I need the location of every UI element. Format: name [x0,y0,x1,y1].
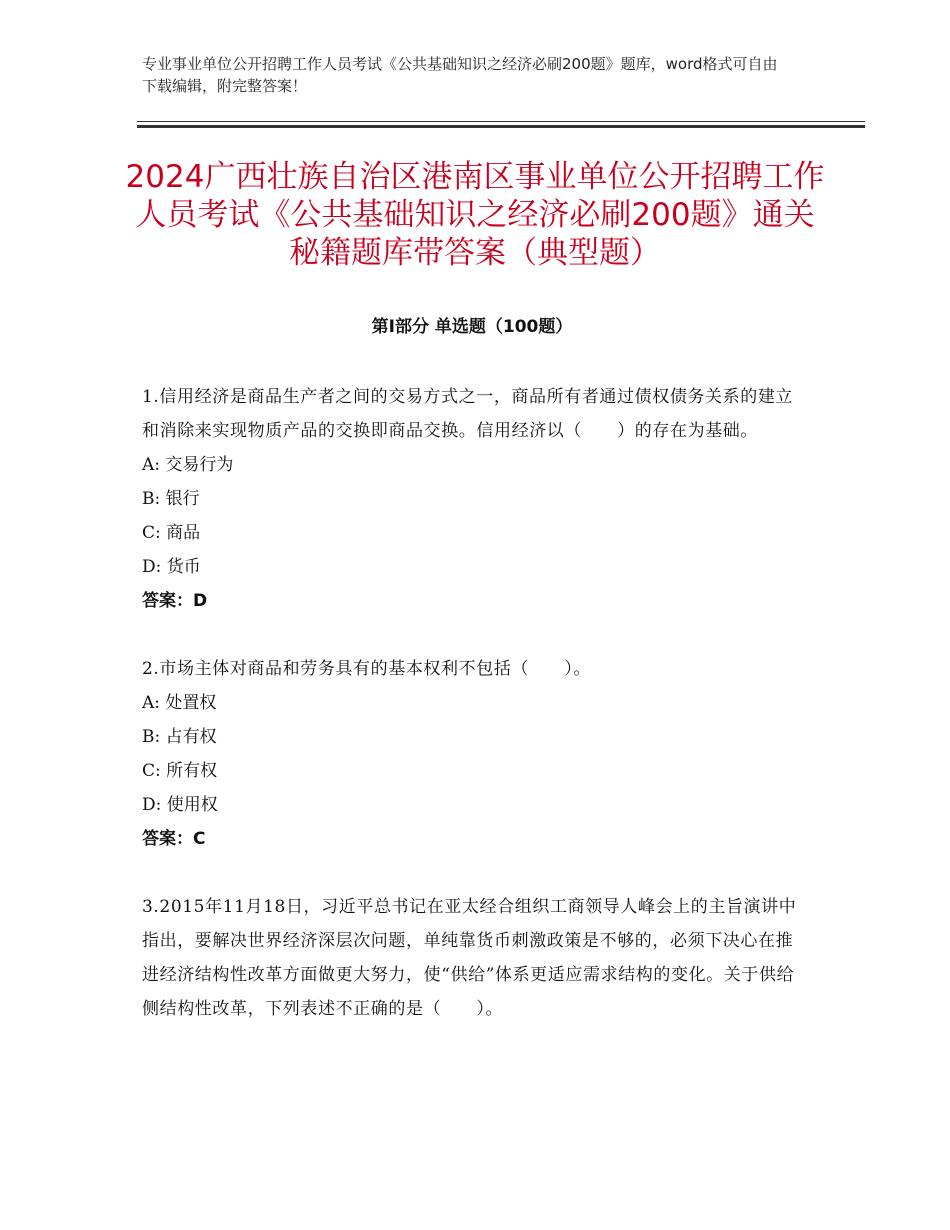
answer: 答案：D [142,591,208,611]
question-3 [142,890,807,1026]
option-b: B: 银行 [142,489,200,509]
section-title: 第Ⅰ部分 单选题（100题） [371,317,573,337]
option-d: D: 货币 [142,557,201,577]
option-d: D: 使用权 [142,795,218,815]
question-list [142,380,807,1060]
option-a: A: 处置权 [142,693,217,713]
option-c: C: 所有权 [142,761,218,781]
option-b: B: 占有权 [142,727,217,747]
header-rule-thick [137,125,865,128]
header-note: 专业事业单位公开招聘工作人员考试《公共基础知识之经济必刷200题》题库，word格式可自由下载编辑，附完整答案！ [142,55,778,95]
question-1 [142,380,807,618]
option-c: C: 商品 [142,523,201,543]
answer: 答案：C [142,829,206,849]
question-stem: 2.市场主体对商品和劳务具有的基本权利不包括（ ）。 [142,659,591,679]
question-2 [142,652,807,856]
question-stem: 1.信用经济是商品生产者之间的交易方式之一，商品所有者通过债权债务关系的建立和消除来实现物质产品的交换即商品交换。信用经济以（ ）的存在为基础。 [142,387,794,441]
question-stem: 3.2015年11月18日，习近平总书记在亚太经合组织工商领导人峰会上的主旨演讲中指出，要解决世界经济深层次问题，单纯靠货币刺激政策是不够的，必须下决心在推进经济结构性改革方面做更大努力，使“供给”体系更适应需求结构的变化。关于供给侧结构性改革，下列表述不正确的是（ ）。 [142,897,797,1019]
header-rule-thin [137,121,865,122]
option-a: A: 交易行为 [142,455,234,475]
document-title: 2024广西壮族自治区港南区事业单位公开招聘工作人员考试《公共基础知识之经济必刷200题》通关秘籍题库带答案（典型题） [125,159,825,271]
